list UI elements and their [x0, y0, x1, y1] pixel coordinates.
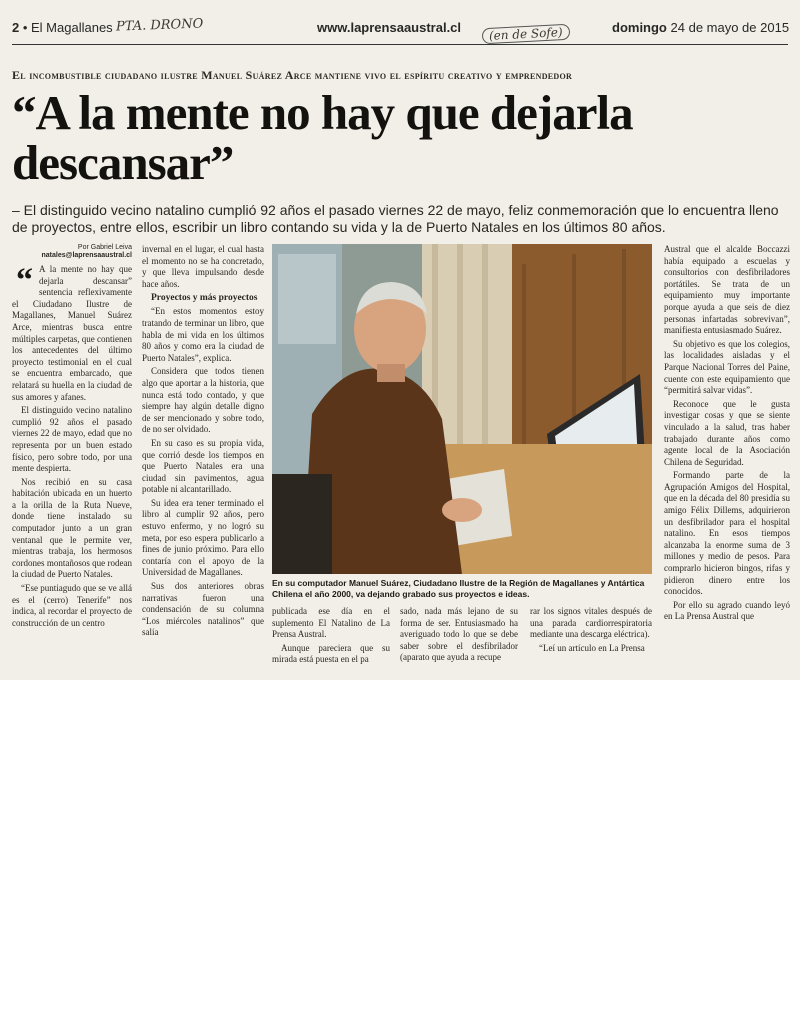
- paragraph: publicada ese día en el suplemento El Natalino de La Prensa Austral.: [272, 606, 390, 640]
- article-column-5: [530, 606, 652, 656]
- paragraph: sado, nada más lejano de su forma de ser. Entusiasmado ha averiguado todo lo que se debe saber sobre el desfibrilador (aparato que ayuda a recupe: [400, 606, 518, 663]
- paragraph: “En estos momentos estoy tratando de terminar un libro, que habla de mi vida en los últimos 80 años y como era la ciudad de Puerto Natales”, explica.: [142, 306, 264, 363]
- paragraph: Considera que todos tienen algo que aportar a la historia, que nunca está todo contado, y que siempre hay algún detalle digno de ser mencionado y sobre todo, de no ser olvidado.: [142, 366, 264, 435]
- paragraph: Formando parte de la Agrupación Amigos del Hospital, que en la década del 80 presidía su amigo Félix Dillems, adquirieron un desfibrilador para el hospital natalino. En esos tiempos alcanzaba la enorme suma de 3 millones y medio de pesos. Para comprarlo hicieron bingos, rifas y pidieron dinero entre los conocidos.: [664, 470, 790, 597]
- paragraph: Nos recibió en su casa habitación ubicada en un huerto a la orilla de la Ruta Nueve, donde tiene instalado su computador junto a un gran ventanal que le permite ver, mientras trabaja, los hermosos cordones montañosos que rodean la ciudad de Puerto Natales.: [12, 476, 132, 580]
- byline-email: natales@laprensaaustral.cl: [41, 252, 132, 259]
- section-subhead: Proyectos y más proyectos: [151, 293, 258, 304]
- article-column-4: [400, 606, 518, 666]
- photo-illustration: [272, 244, 652, 574]
- paragraph: “Leí un artículo en La Prensa: [539, 642, 645, 653]
- photo-caption: En su computador Manuel Suárez, Ciudadano Ilustre de la Región de Magallanes y Antártica Chilena el año 2000, va dejando grabado sus proyectos e ideas.: [272, 578, 645, 599]
- page-folio: 2 • El Magallanes: [12, 20, 113, 35]
- paragraph: rar los signos vitales después de una parada cardiorrespiratoria mediante una descarga eléctrica).: [530, 606, 652, 640]
- article-deck: – El distinguido vecino natalino cumplió 92 años el pasado viernes 22 de mayo, feliz conmemoración que lo encuentra lleno de proyectos, entre ellos, escribir un libro contando su vida y la de Puerto Natales en los últimos 80 años.: [12, 202, 779, 235]
- paragraph: Su idea era tener terminado el libro al cumplir 92 años, pero estuvo enfermo, y no logró su meta, por eso espera publicarlo a fines de junio próximo. Para ello contaría con el apoyo de la Universidad de Magallanes.: [142, 497, 264, 578]
- handwritten-note-left: PTA. DRONO: [115, 16, 204, 35]
- paragraph: Austral que el alcalde Boccazzi había equipado a escuelas y consultorios con desfibriladores portátiles. Se trata de un equipamiento muy importante porque ayuda a que seis de diez personas infartadas sobrevivan”, manifiesta entusiasmado Suárez.: [664, 244, 790, 336]
- issue-weekday: domingo: [612, 20, 667, 35]
- article-column-1: [12, 244, 132, 631]
- issue-date-text: 24 de mayo de 2015: [670, 20, 790, 35]
- page-header: [0, 0, 800, 43]
- paragraph: El distinguido vecino natalino cumplió 92 años el pasado viernes 22 de mayo, edad que no representa por un buen estado físico, pero sobre todo, por una mente despierta.: [12, 405, 132, 474]
- byline-author: Por Gabriel Leiva: [77, 244, 132, 251]
- article-headline: “A la mente no hay que dejarla descansar”: [12, 85, 633, 190]
- article-column-3: [272, 606, 390, 668]
- website-url: www.laprensaaustral.cl: [317, 20, 462, 35]
- paragraph: Reconoce que le gusta investigar cosas y que se siente vinculado a la salud, tras haber trabajado durante años como agente local de la Asociación Chilena de Seguridad.: [664, 398, 790, 467]
- paragraph: En su caso es su propia vida, que corrió desde los tiempos en que Puerto Natales era una ciudad sin pavimentos, agua potable ni alcantarillado.: [142, 437, 264, 495]
- article-photo: [272, 244, 652, 574]
- paragraph: Su objetivo es que los colegios, las localidades aisladas y el Parque Nacional Torres del Paine, cuente con este equipamiento que “permitirá salvar vidas”.: [664, 338, 790, 396]
- paragraph: Sus dos anteriores obras narrativas fueron una condensación de su columna “Los miércoles natalinos” que salía: [142, 581, 264, 638]
- article-column-6: [664, 244, 790, 625]
- issue-date: [612, 20, 789, 35]
- handwritten-note-right: (en de Sofe): [482, 24, 570, 45]
- paragraph: invernal en el lugar, el cual hasta el momento no se ha concretado, y que lleva impulsando desde hace años.: [142, 244, 264, 289]
- paragraph: “Ese puntiagudo que se ve allá es el (cerro) Tenerife” nos indica, al recordar el proyecto de construcción de un centro: [12, 583, 132, 628]
- paragraph: A la mente no hay que dejarla descansar” sentencia reflexivamente el Ciudadano Ilustre de Magallanes, Manuel Suárez Arce, mientras busca entre múltiples carpetas, que contienen los antecedentes del último proyecto testimonial en el cual se encuentra embarcado, que relatará su huella en la ciudad de sus amores y afanes.: [12, 264, 132, 402]
- paragraph: Aunque pareciera que su mirada está puesta en el pa: [272, 642, 390, 665]
- byline: [12, 244, 132, 260]
- paragraph: Por ello su agrado cuando leyó en La Prensa Austral que: [664, 599, 790, 622]
- article-column-2: [142, 244, 264, 641]
- section-name: El Magallanes: [31, 20, 113, 35]
- header-rule: [12, 44, 788, 45]
- drop-quote-mark: “: [16, 262, 33, 299]
- page-number: 2: [12, 20, 20, 35]
- article-kicker: El incombustible ciudadano ilustre Manuel Suárez Arce mantiene vivo el espíritu creativo y emprendedor: [12, 68, 573, 82]
